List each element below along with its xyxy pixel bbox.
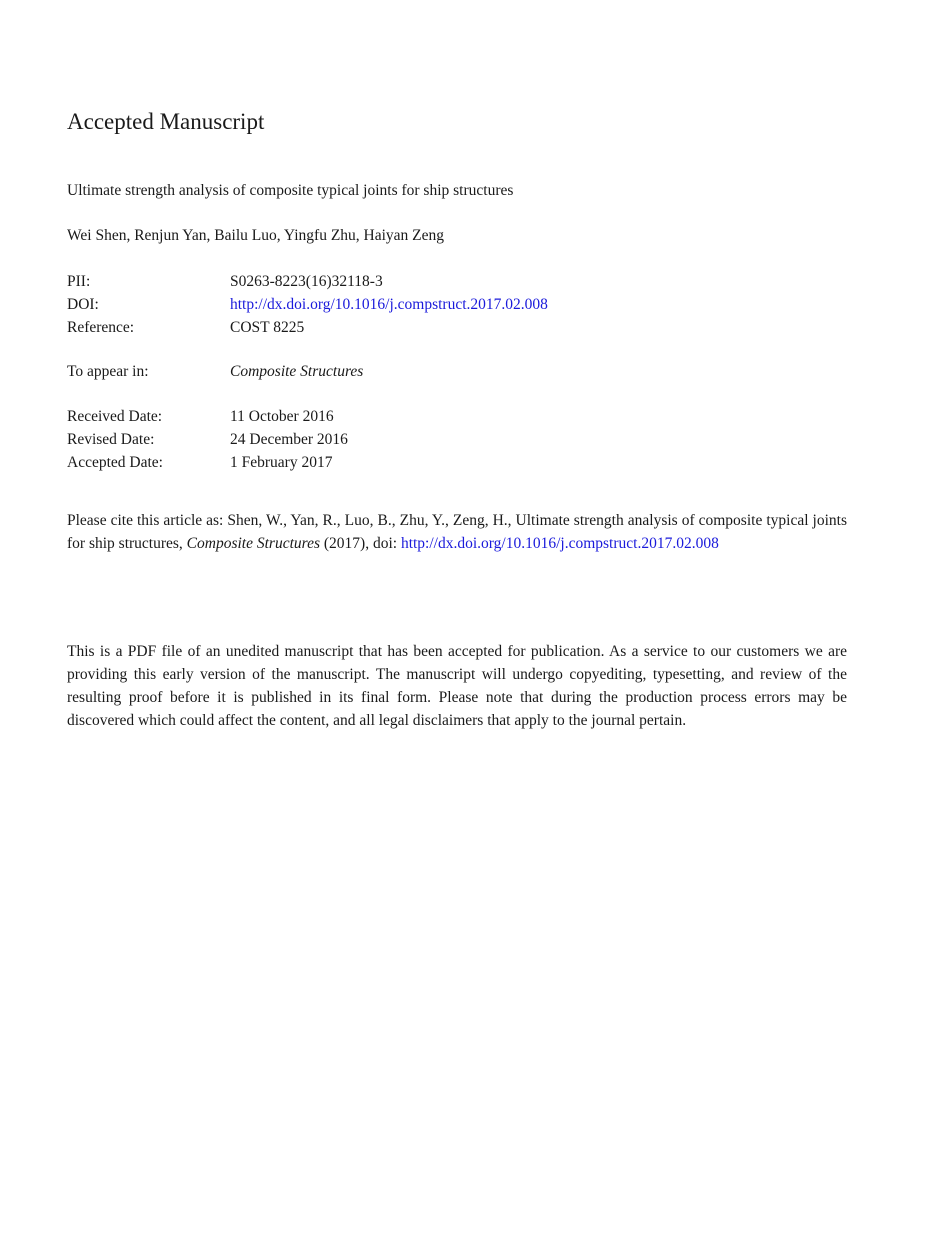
reference-row (67, 316, 548, 339)
pii-row (67, 270, 548, 293)
publication-notice: This is a PDF file of an unedited manuscript that has been accepted for publication. As a service to our customers we are providing this early version of the manuscript. The manuscript will undergo copyediting, typesetting, and review of the resulting proof before it is published in its final form. Please note that during the production process errors may be discovered which could affect the content, and all legal disclaimers that apply to the journal pertain. (67, 643, 847, 729)
received-row (67, 405, 348, 428)
revised-label: Revised Date: (67, 431, 155, 448)
reference-value: COST 8225 (230, 319, 305, 336)
doi-link[interactable]: http://dx.doi.org/10.1016/j.compstruct.2017.02.008 (230, 296, 548, 313)
reference-label: Reference: (67, 319, 135, 336)
author-list: Wei Shen, Renjun Yan, Bailu Luo, Yingfu Zhu, Haiyan Zeng (67, 227, 445, 244)
revised-row (67, 428, 348, 451)
appear-block (67, 360, 363, 383)
accepted-row (67, 451, 348, 474)
page-heading: Accepted Manuscript (67, 109, 265, 134)
revised-value: 24 December 2016 (230, 431, 348, 448)
citation-paragraph (67, 509, 847, 555)
pii-label: PII: (67, 273, 91, 290)
identifier-block (67, 270, 548, 339)
journal-name: Composite Structures (230, 363, 364, 380)
dates-block (67, 405, 348, 474)
article-title: Ultimate strength analysis of composite typical joints for ship structures (67, 182, 514, 199)
citation-journal: Composite Structures (186, 535, 320, 552)
appear-row (67, 360, 363, 383)
received-value: 11 October 2016 (230, 408, 334, 425)
accepted-label: Accepted Date: (67, 454, 163, 471)
received-label: Received Date: (67, 408, 163, 425)
citation-middle: (2017), doi: (320, 535, 401, 552)
doi-row (67, 293, 548, 316)
pii-value: S0263-8223(16)32118-3 (230, 273, 383, 290)
accepted-value: 1 February 2017 (230, 454, 333, 471)
appear-label: To appear in: (67, 363, 149, 380)
doi-label: DOI: (67, 296, 99, 313)
citation-prefix: Please cite this article as: Shen, W., Yan, R., Luo, B., Zhu, Y., Zeng, H., Ultimate strength analysis of composite typical joints for ship structures, (67, 512, 847, 552)
citation-doi-link[interactable]: http://dx.doi.org/10.1016/j.compstruct.2017.02.008 (400, 535, 719, 552)
